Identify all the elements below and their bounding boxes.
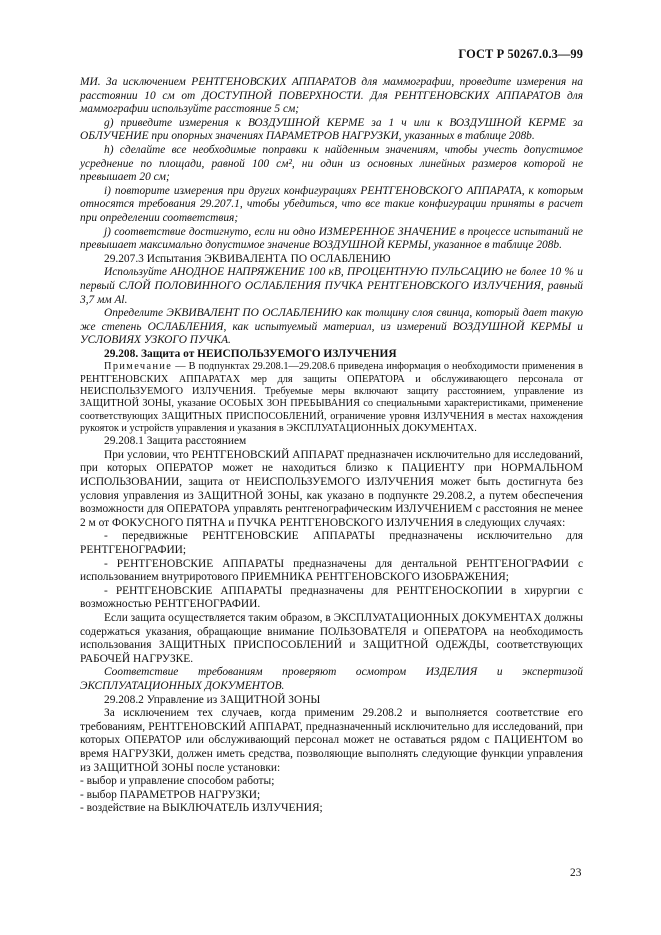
list-item: - передвижные РЕНТГЕНОВСКИЕ АППАРАТЫ предназначены исключительно для РЕНТГЕНОГРАФИИ; [80, 530, 583, 556]
note-paragraph [80, 361, 583, 435]
document-header: ГОСТ Р 50267.0.3—99 [458, 47, 583, 61]
paragraph: Соответствие требованиям проверяют осмотром ИЗДЕЛИЯ и экспертизой ЭКСПЛУАТАЦИОННЫХ ДОКУМЕНТОВ. [80, 666, 583, 692]
paragraph: Если защита осуществляется таким образом, в ЭКСПЛУАТАЦИОННЫХ ДОКУМЕНТАХ должны содержаться указания, обращающие внимание ПОЛЬЗОВАТЕЛЯ и ОПЕРАТОРА на необходимость использования ЗАЩИТНЫХ ПРИСПОСОБЛЕНИЙ и ЗАЩИТНОЙ ОДЕЖДЫ, соответствующих РАБОЧЕЙ НАГРУЗКЕ. [80, 611, 583, 665]
paragraph: i) повторите измерения при других конфигурациях РЕНТГЕНОВСКОГО АППАРАТА, к которым относятся требования 29.207.1, чтобы убедиться, что все такие конфигурации приняты в расчет при определении соответствия; [80, 184, 583, 224]
section-heading: 29.208. Защита от НЕИСПОЛЬЗУЕМОГО ИЗЛУЧЕНИЯ [104, 347, 397, 360]
subsection-heading: 29.208.2 Управление из ЗАЩИТНОЙ ЗОНЫ [104, 693, 321, 706]
document-body [80, 76, 583, 816]
paragraph: h) сделайте все необходимые поправки к найденным значениям, чтобы учесть допустимое усреднение по площади, равной 100 см², ни один из основных линейных размеров которой не превышает 20 см; [80, 143, 583, 184]
list-item: - РЕНТГЕНОВСКИЕ АППАРАТЫ предназначены для дентальной РЕНТГЕНОГРАФИИ с использованием внутриротового ПРИЕМНИКА РЕНТГЕНОВСКОГО ИЗОБРАЖЕНИЯ; [80, 557, 583, 584]
paragraph: За исключением тех случаев, когда применим 29.208.2 и выполняется соответствие его требованиям, РЕНТГЕНОВСКИЙ АППАРАТ, предназначенный исключительно для исследований, при которых ОПЕРАТОР или обслуживающий персонал может не оставаться рядом с ПАЦИЕНТОМ во время НАГРУЗКИ, должен иметь средства, позволяющие выполнять следующие функции управления из ЗАЩИТНОЙ ЗОНЫ после установки: [80, 707, 583, 774]
paragraph: Используйте АНОДНОЕ НАПРЯЖЕНИЕ 100 кВ, ПРОЦЕНТНУЮ ПУЛЬСАЦИЮ не более 10 % и первый СЛОЙ ПОЛОВИННОГО ОСЛАБЛЕНИЯ ПУЧКА РЕНТГЕНОВСКОГО ИЗЛУЧЕНИЯ, равный 3,7 мм Al. [80, 266, 583, 306]
subsection-heading: 29.207.3 Испытания ЭКВИВАЛЕНТА ПО ОСЛАБЛЕНИЮ [104, 252, 391, 265]
paragraph: МИ. За исключением РЕНТГЕНОВСКИХ АППАРАТОВ для маммографии, проведите измерения на расстоянии 10 см от ДОСТУПНОЙ ПОВЕРХНОСТИ. Для РЕНТГЕНОВСКИХ АППАРАТОВ для маммографии используйте расстояние 5 см; [80, 76, 583, 116]
note-text: — В подпунктах 29.208.1—29.208.6 приведена информация о необходимости применения в РЕНТГЕНОВСКИХ АППАРАТАХ мер для защиты ОПЕРАТОРА и обслуживающего персонала от НЕИСПОЛЬЗУЕМОГО ИЗЛУЧЕНИЯ. Требуемые меры включают защиту расстоянием, управление из ЗАЩИТНОЙ ЗОНЫ, указание ОСОБЫХ ЗОН ПРЕБЫВАНИЯ со специальными характеристиками, применение соответствующих ЗАЩИТНЫХ ПРИСПОСОБЛЕНИЙ, ограничение уровня ИЗЛУЧЕНИЯ в местах нахождения рукояток и устройств управления и указания в ЭКСПЛУАТАЦИОННЫХ ДОКУМЕНТАХ. [80, 361, 583, 434]
list-item: - РЕНТГЕНОВСКИЕ АППАРАТЫ предназначены для РЕНТГЕНОСКОПИИ в хирургии с возможностью РЕНТГЕНОГРАФИИ. [80, 584, 583, 611]
list-item: - воздействие на ВЫКЛЮЧАТЕЛЬ ИЗЛУЧЕНИЯ; [80, 802, 323, 815]
list-item: - выбор ПАРАМЕТРОВ НАГРУЗКИ; [80, 788, 261, 801]
paragraph: g) приведите измерения к ВОЗДУШНОЙ КЕРМЕ за 1 ч или к ВОЗДУШНОЙ КЕРМЕ за ОБЛУЧЕНИЕ при опорных значениях ПАРАМЕТРОВ НАГРУЗКИ, указанных в таблице 208b. [80, 116, 583, 143]
paragraph: j) соответствие достигнуто, если ни одно ИЗМЕРЕННОЕ ЗНАЧЕНИЕ в процессе испытаний не превышает максимально допустимое значение ВОЗДУШНОЙ КЕРМЫ, указанное в таблице 208b. [80, 225, 583, 252]
subsection-heading: 29.208.1 Защита расстоянием [104, 435, 247, 448]
paragraph: Определите ЭКВИВАЛЕНТ ПО ОСЛАБЛЕНИЮ как толщину слоя свинца, который дает такую же степень ОСЛАБЛЕНИЯ, как испытуемый материал, из измерений ВОЗДУШНОЙ КЕРМЫ и УСЛОВИЯХ УЗКОГО ПУЧКА. [80, 307, 583, 347]
note-label: Примечание [104, 361, 173, 373]
page-number: 23 [570, 867, 582, 879]
list-item: - выбор и управление способом работы; [80, 775, 275, 788]
paragraph: При условии, что РЕНТГЕНОВСКИЙ АППАРАТ предназначен исключительно для исследований, при которых ОПЕРАТОР может не находиться близко к ПАЦИЕНТУ при НОРМАЛЬНОМ ИСПОЛЬЗОВАНИИ, защита от НЕИСПОЛЬЗУЕМОГО ИЗЛУЧЕНИЯ может быть достигнута без условия управления из ЗАЩИТНОЙ ЗОНЫ, как указано в подпункте 29.208.2, а путем обеспечения возможности для ОПЕРАТОРА управлять рентгенографическим ИЗЛУЧЕНИЕМ с расстояния не менее 2 м от ФОКУСНОГО ПЯТНА и ПУЧКА РЕНТГЕНОВСКОГО ИЗЛУЧЕНИЯ в следующих случаях: [80, 448, 583, 529]
